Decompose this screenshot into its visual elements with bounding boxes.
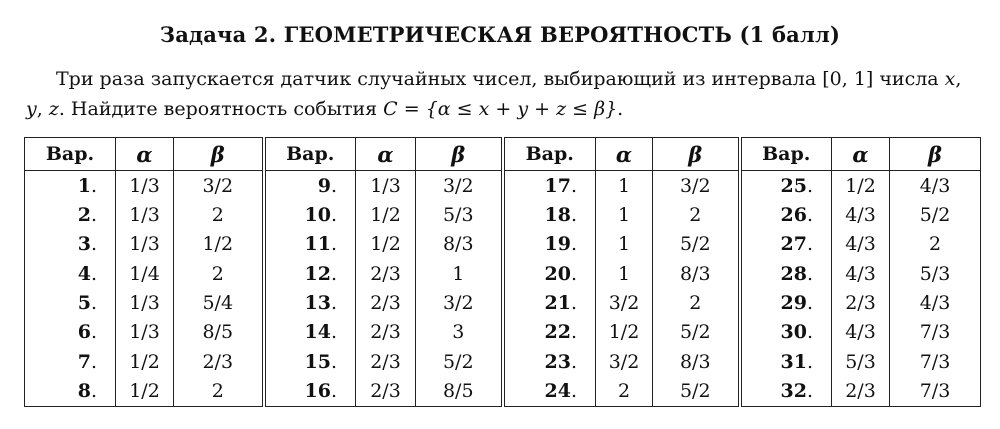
variant-number: 6 (77, 321, 91, 344)
header-beta: β (890, 138, 981, 171)
beta-value: 2 (890, 230, 981, 259)
table-row (25, 230, 981, 259)
alpha-value: 1/2 (116, 377, 174, 407)
variant-number-cell: 12. (264, 259, 356, 288)
beta-value: 5/2 (653, 230, 740, 259)
statement-end: . (617, 98, 624, 120)
header-alpha: α (116, 138, 174, 171)
alpha-value: 2/3 (832, 377, 890, 407)
alpha-value: 4/3 (832, 230, 890, 259)
variant-number: 29 (780, 292, 807, 315)
variant-number: 28 (780, 262, 807, 285)
header-variant: Вар. (25, 138, 116, 171)
variant-number-cell: 18. (503, 200, 596, 229)
alpha-value: 1/3 (116, 318, 174, 347)
header-variant: Вар. (264, 138, 356, 171)
beta-value: 8/3 (653, 259, 740, 288)
variant-number-cell: 17. (503, 171, 596, 201)
variant-number: 17 (544, 174, 571, 197)
header-alpha: α (356, 138, 416, 171)
variant-number: 13 (304, 292, 331, 315)
task-statement (26, 64, 981, 124)
variant-number-cell: 13. (264, 288, 356, 317)
alpha-value: 1 (596, 171, 653, 201)
statement-comma-2: , (36, 98, 49, 120)
variant-number-cell: 4. (25, 259, 116, 288)
variant-number: 32 (780, 380, 807, 403)
variant-number-cell: 3. (25, 230, 116, 259)
header-beta: β (174, 138, 264, 171)
beta-value: 3/2 (174, 171, 264, 201)
variant-number-cell: 23. (503, 347, 596, 376)
beta-value: 1 (416, 259, 503, 288)
variant-number: 1 (77, 174, 91, 197)
table-row (25, 318, 981, 347)
variant-number: 11 (304, 233, 331, 256)
variant-number-cell: 16. (264, 377, 356, 407)
variant-number-cell: 10. (264, 200, 356, 229)
variant-number-cell: 8. (25, 377, 116, 407)
variant-number: 16 (304, 380, 331, 403)
alpha-value: 2/3 (832, 288, 890, 317)
variant-number-cell: 15. (264, 347, 356, 376)
statement-text-2: . Найдите вероятность события (58, 98, 384, 120)
variant-number-cell: 25. (740, 171, 832, 201)
variant-number-cell: 7. (25, 347, 116, 376)
alpha-value: 3/2 (596, 288, 653, 317)
beta-value: 8/5 (416, 377, 503, 407)
table-body (25, 171, 981, 407)
header-beta: β (416, 138, 503, 171)
variant-number-cell: 19. (503, 230, 596, 259)
table-row (25, 347, 981, 376)
variant-number-cell: 27. (740, 230, 832, 259)
variant-number-cell: 31. (740, 347, 832, 376)
beta-value: 5/4 (174, 288, 264, 317)
variant-number-cell: 11. (264, 230, 356, 259)
alpha-value: 2/3 (356, 318, 416, 347)
alpha-value: 5/3 (832, 347, 890, 376)
alpha-value: 1 (596, 259, 653, 288)
beta-value: 5/2 (890, 200, 981, 229)
beta-value: 2 (174, 200, 264, 229)
table-header-row (25, 138, 981, 171)
variant-number-cell: 32. (740, 377, 832, 407)
beta-value: 5/2 (653, 318, 740, 347)
alpha-value: 1/2 (596, 318, 653, 347)
variant-number: 2 (77, 204, 91, 227)
variant-number: 3 (77, 233, 91, 256)
task-title: Задача 2. ГЕОМЕТРИЧЕСКАЯ ВЕРОЯТНОСТЬ (1 балл) (159, 22, 841, 47)
alpha-value: 1/4 (116, 259, 174, 288)
variant-number: 15 (304, 350, 331, 373)
variant-number-cell: 9. (264, 171, 356, 201)
beta-value: 2 (174, 377, 264, 407)
alpha-value: 2/3 (356, 259, 416, 288)
variant-number: 14 (304, 321, 331, 344)
beta-value: 2 (653, 288, 740, 317)
beta-value: 2 (174, 259, 264, 288)
alpha-value: 2 (596, 377, 653, 407)
beta-value: 7/3 (890, 318, 981, 347)
table-row (25, 288, 981, 317)
alpha-value: 1/2 (356, 200, 416, 229)
alpha-value: 1/3 (356, 171, 416, 201)
alpha-value: 3/2 (596, 347, 653, 376)
variant-number-cell: 29. (740, 288, 832, 317)
variable-y: y (26, 98, 37, 120)
variant-number: 7 (77, 350, 91, 373)
header-beta: β (653, 138, 740, 171)
alpha-value: 1/3 (116, 171, 174, 201)
alpha-value: 4/3 (832, 318, 890, 347)
variant-number: 19 (544, 233, 571, 256)
variant-number: 30 (780, 321, 807, 344)
variant-number: 21 (544, 292, 571, 315)
beta-value: 8/5 (174, 318, 264, 347)
variant-number-cell: 21. (503, 288, 596, 317)
statement-comma-1: , (955, 68, 962, 90)
variant-number-cell: 24. (503, 377, 596, 407)
variant-number: 18 (544, 204, 571, 227)
header-variant: Вар. (740, 138, 832, 171)
alpha-value: 1/2 (832, 171, 890, 201)
variable-x: x (944, 68, 956, 90)
event-formula: C = {α ≤ x + y + z ≤ β} (383, 98, 618, 120)
alpha-value: 1/3 (116, 288, 174, 317)
beta-value: 5/2 (416, 347, 503, 376)
variant-number-cell: 28. (740, 259, 832, 288)
variant-number-cell: 2. (25, 200, 116, 229)
variant-number-cell: 30. (740, 318, 832, 347)
alpha-value: 1/3 (116, 200, 174, 229)
beta-value: 8/3 (653, 347, 740, 376)
beta-value: 3/2 (416, 171, 503, 201)
beta-value: 5/2 (653, 377, 740, 407)
table-row (25, 259, 981, 288)
beta-value: 3/2 (653, 171, 740, 201)
beta-value: 8/3 (416, 230, 503, 259)
alpha-value: 1/3 (116, 230, 174, 259)
variants-table (24, 137, 981, 407)
alpha-value: 4/3 (832, 200, 890, 229)
beta-value: 1/2 (174, 230, 264, 259)
variant-number: 22 (544, 321, 571, 344)
alpha-value: 2/3 (356, 288, 416, 317)
beta-value: 3/2 (416, 288, 503, 317)
header-alpha: α (832, 138, 890, 171)
beta-value: 4/3 (890, 171, 981, 201)
beta-value: 3 (416, 318, 503, 347)
alpha-value: 1/2 (356, 230, 416, 259)
variant-number: 12 (304, 262, 331, 285)
variant-number: 24 (544, 380, 571, 403)
variant-number-cell: 1. (25, 171, 116, 201)
variant-number: 20 (544, 262, 571, 285)
variant-number-cell: 6. (25, 318, 116, 347)
alpha-value: 2/3 (356, 347, 416, 376)
variant-number: 31 (780, 350, 807, 373)
variant-number: 9 (317, 174, 331, 197)
alpha-value: 1 (596, 230, 653, 259)
variant-number: 27 (780, 233, 807, 256)
variant-number-cell: 5. (25, 288, 116, 317)
variant-number-cell: 22. (503, 318, 596, 347)
variant-number-cell: 20. (503, 259, 596, 288)
variant-number: 23 (544, 350, 571, 373)
variant-number: 26 (780, 204, 807, 227)
alpha-value: 1 (596, 200, 653, 229)
variant-number: 8 (77, 380, 91, 403)
beta-value: 7/3 (890, 377, 981, 407)
header-variant: Вар. (503, 138, 596, 171)
variant-number: 25 (780, 174, 807, 197)
beta-value: 5/3 (416, 200, 503, 229)
beta-value: 7/3 (890, 347, 981, 376)
variant-number: 10 (304, 204, 331, 227)
variant-number: 4 (77, 262, 91, 285)
table-row (25, 377, 981, 407)
beta-value: 2/3 (174, 347, 264, 376)
beta-value: 4/3 (890, 288, 981, 317)
statement-text-1: Три раза запускается датчик случайных чисел, выбирающий из интервала [0, 1] числа (56, 68, 945, 90)
variant-number: 5 (77, 292, 91, 315)
beta-value: 2 (653, 200, 740, 229)
variant-number-cell: 14. (264, 318, 356, 347)
table-row (25, 200, 981, 229)
variant-number-cell: 26. (740, 200, 832, 229)
beta-value: 5/3 (890, 259, 981, 288)
alpha-value: 2/3 (356, 377, 416, 407)
alpha-value: 1/2 (116, 347, 174, 376)
header-alpha: α (596, 138, 653, 171)
alpha-value: 4/3 (832, 259, 890, 288)
variable-z: z (48, 98, 59, 120)
table-row (25, 171, 981, 201)
